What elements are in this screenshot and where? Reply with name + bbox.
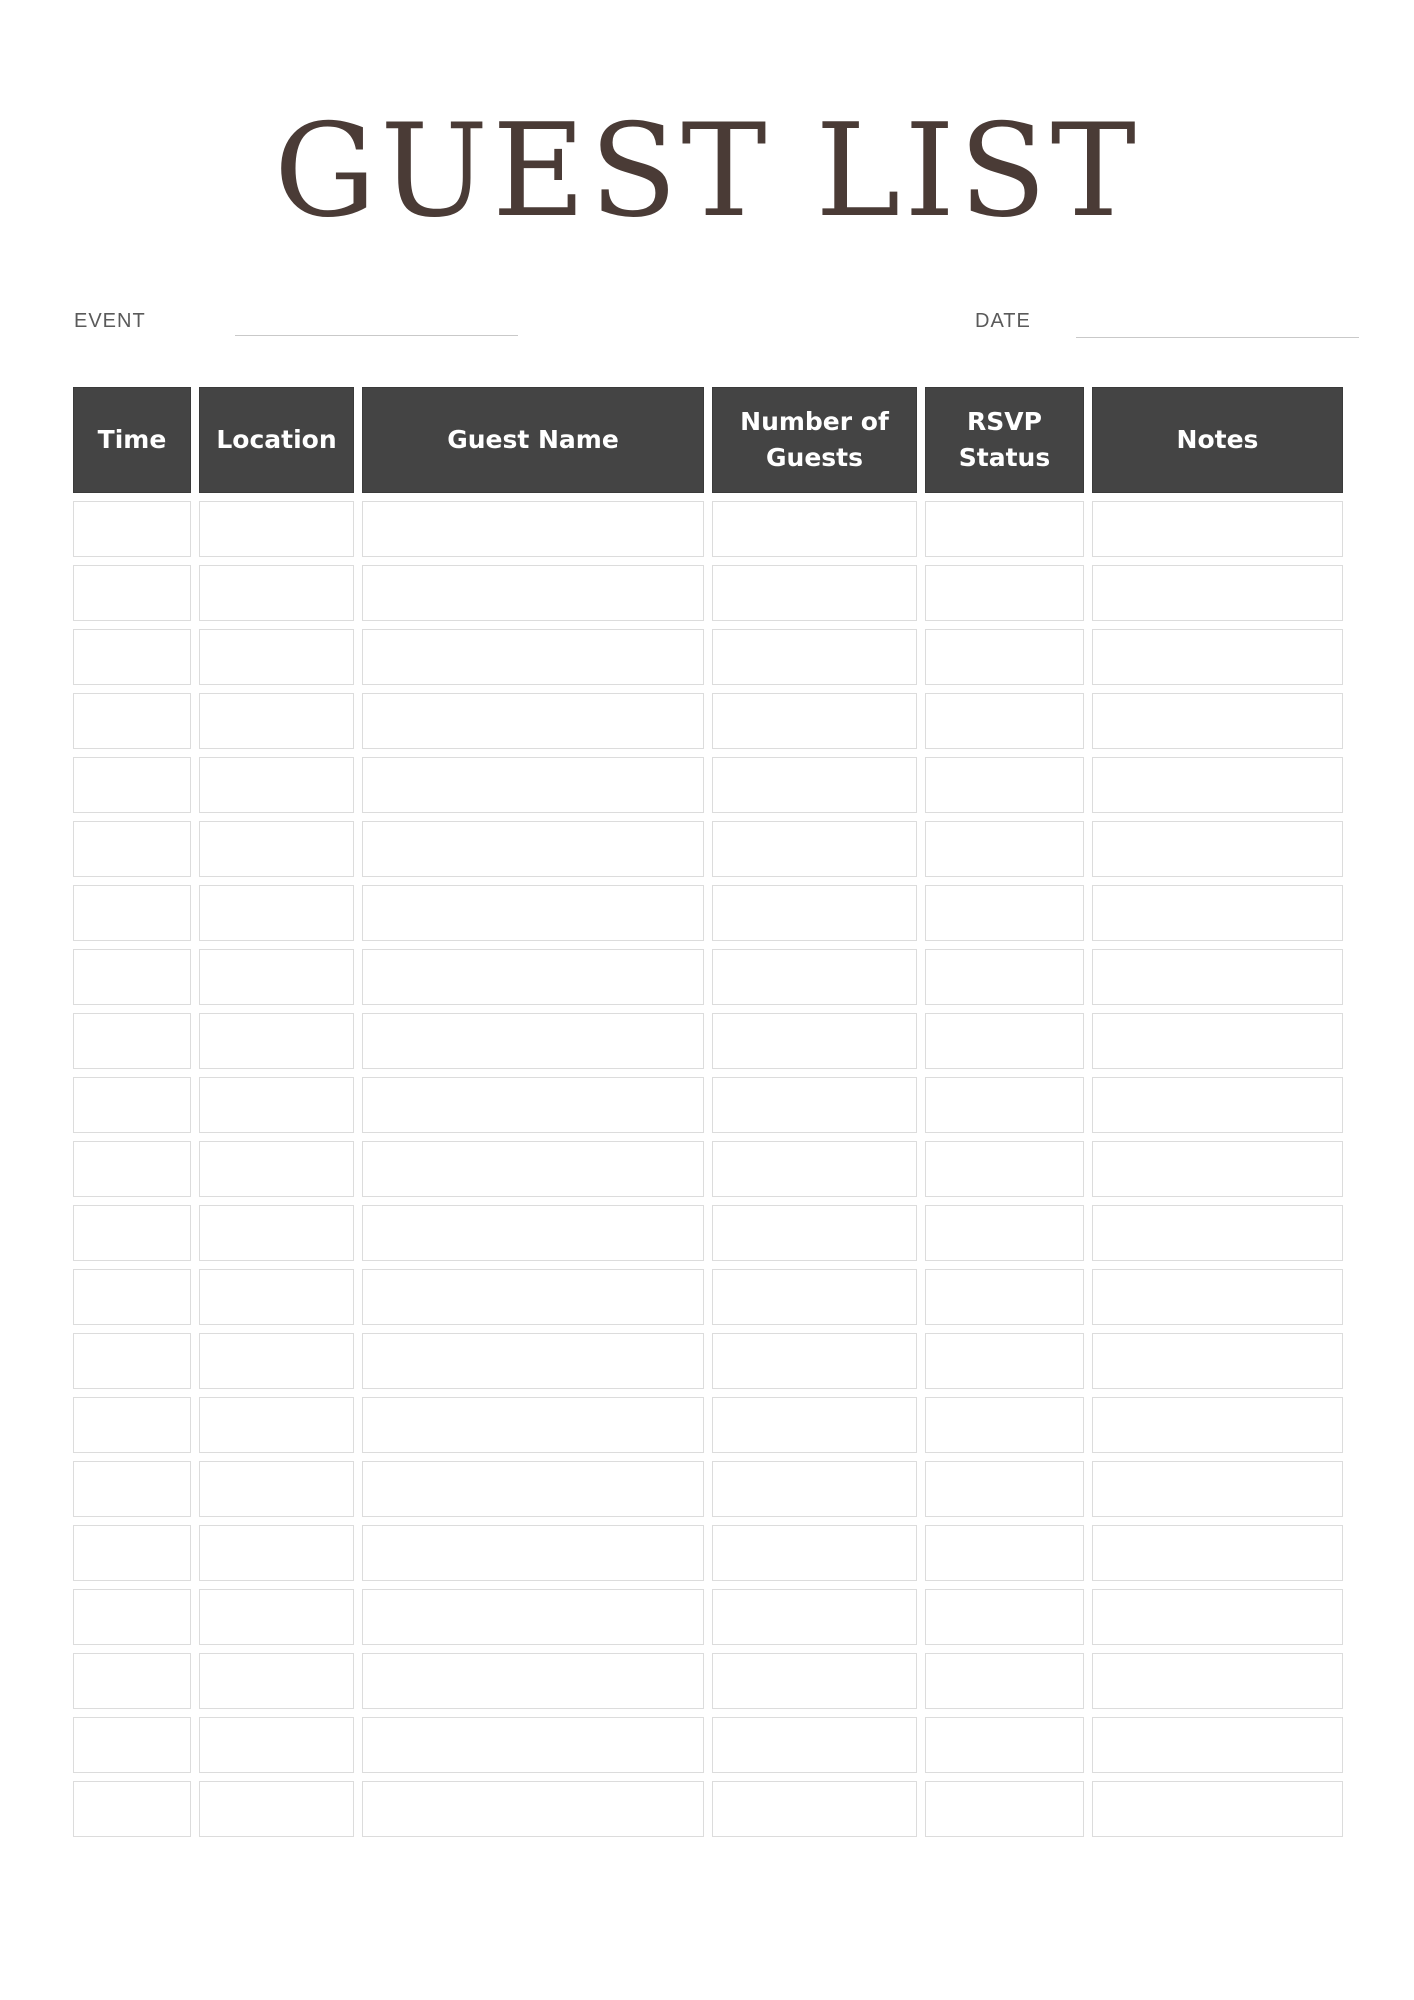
cell-location[interactable] <box>199 1781 354 1837</box>
cell-notes[interactable] <box>1092 821 1343 877</box>
cell-number-of-guests[interactable] <box>712 1333 917 1389</box>
table-row <box>73 1077 1343 1133</box>
cell-time[interactable] <box>73 1269 191 1325</box>
table-row <box>73 693 1343 749</box>
cell-rsvp-status[interactable] <box>925 1013 1084 1069</box>
cell-number-of-guests[interactable] <box>712 1397 917 1453</box>
cell-number-of-guests[interactable] <box>712 1781 917 1837</box>
cell-number-of-guests[interactable] <box>712 565 917 621</box>
table-row <box>73 1717 1343 1773</box>
cell-guest-name[interactable] <box>362 1461 704 1517</box>
table-row <box>73 885 1343 941</box>
cell-time[interactable] <box>73 1013 191 1069</box>
cell-location[interactable] <box>199 1333 354 1389</box>
cell-location[interactable] <box>199 1653 354 1709</box>
cell-number-of-guests[interactable] <box>712 757 917 813</box>
cell-number-of-guests[interactable] <box>712 821 917 877</box>
cell-rsvp-status[interactable] <box>925 1141 1084 1197</box>
column-header-rsvp-status: RSVP Status <box>925 387 1084 493</box>
cell-guest-name[interactable] <box>362 885 704 941</box>
cell-time[interactable] <box>73 1333 191 1389</box>
cell-location[interactable] <box>199 629 354 685</box>
cell-notes[interactable] <box>1092 1333 1343 1389</box>
cell-time[interactable] <box>73 1397 191 1453</box>
cell-guest-name[interactable] <box>362 821 704 877</box>
cell-time[interactable] <box>73 1141 191 1197</box>
cell-time[interactable] <box>73 821 191 877</box>
cell-location[interactable] <box>199 1717 354 1773</box>
table-row <box>73 1397 1343 1453</box>
cell-notes[interactable] <box>1092 693 1343 749</box>
cell-location[interactable] <box>199 1397 354 1453</box>
table-row <box>73 1781 1343 1837</box>
table-row <box>73 821 1343 877</box>
cell-rsvp-status[interactable] <box>925 693 1084 749</box>
column-header-location: Location <box>199 387 354 493</box>
table-row <box>73 1013 1343 1069</box>
cell-guest-name[interactable] <box>362 949 704 1005</box>
cell-notes[interactable] <box>1092 1205 1343 1261</box>
cell-number-of-guests[interactable] <box>712 885 917 941</box>
table-row <box>73 1205 1343 1261</box>
cell-time[interactable] <box>73 949 191 1005</box>
cell-guest-name[interactable] <box>362 1397 704 1453</box>
cell-number-of-guests[interactable] <box>712 1461 917 1517</box>
cell-guest-name[interactable] <box>362 1781 704 1837</box>
cell-rsvp-status[interactable] <box>925 757 1084 813</box>
cell-location[interactable] <box>199 1461 354 1517</box>
table-header-row <box>73 387 1343 493</box>
cell-guest-name[interactable] <box>362 1013 704 1069</box>
cell-notes[interactable] <box>1092 1589 1343 1645</box>
cell-location[interactable] <box>199 1013 354 1069</box>
cell-guest-name[interactable] <box>362 1653 704 1709</box>
cell-notes[interactable] <box>1092 885 1343 941</box>
cell-time[interactable] <box>73 1781 191 1837</box>
cell-location[interactable] <box>199 885 354 941</box>
table-row <box>73 501 1343 557</box>
cell-rsvp-status[interactable] <box>925 1525 1084 1581</box>
cell-location[interactable] <box>199 1141 354 1197</box>
cell-notes[interactable] <box>1092 1013 1343 1069</box>
cell-number-of-guests[interactable] <box>712 1269 917 1325</box>
cell-rsvp-status[interactable] <box>925 1589 1084 1645</box>
cell-number-of-guests[interactable] <box>712 1525 917 1581</box>
cell-time[interactable] <box>73 565 191 621</box>
column-header-time: Time <box>73 387 191 493</box>
cell-rsvp-status[interactable] <box>925 821 1084 877</box>
cell-guest-name[interactable] <box>362 1269 704 1325</box>
cell-location[interactable] <box>199 1205 354 1261</box>
table-row <box>73 1141 1343 1197</box>
cell-number-of-guests[interactable] <box>712 1077 917 1133</box>
guest-list-table <box>65 379 1351 1845</box>
cell-number-of-guests[interactable] <box>712 501 917 557</box>
cell-location[interactable] <box>199 821 354 877</box>
cell-notes[interactable] <box>1092 1653 1343 1709</box>
cell-number-of-guests[interactable] <box>712 1653 917 1709</box>
page-title: GUEST LIST <box>274 97 1140 246</box>
cell-rsvp-status[interactable] <box>925 501 1084 557</box>
cell-guest-name[interactable] <box>362 629 704 685</box>
cell-location[interactable] <box>199 565 354 621</box>
cell-number-of-guests[interactable] <box>712 1589 917 1645</box>
cell-rsvp-status[interactable] <box>925 1653 1084 1709</box>
cell-time[interactable] <box>73 757 191 813</box>
cell-number-of-guests[interactable] <box>712 1717 917 1773</box>
cell-rsvp-status[interactable] <box>925 1717 1084 1773</box>
cell-guest-name[interactable] <box>362 693 704 749</box>
cell-rsvp-status[interactable] <box>925 1397 1084 1453</box>
cell-number-of-guests[interactable] <box>712 1013 917 1069</box>
table-row <box>73 565 1343 621</box>
cell-time[interactable] <box>73 693 191 749</box>
cell-notes[interactable] <box>1092 1525 1343 1581</box>
cell-rsvp-status[interactable] <box>925 885 1084 941</box>
cell-number-of-guests[interactable] <box>712 1141 917 1197</box>
cell-notes[interactable] <box>1092 1717 1343 1773</box>
cell-location[interactable] <box>199 1525 354 1581</box>
cell-notes[interactable] <box>1092 1269 1343 1325</box>
cell-notes[interactable] <box>1092 1141 1343 1197</box>
cell-rsvp-status[interactable] <box>925 1333 1084 1389</box>
date-label: DATE <box>975 310 1031 332</box>
cell-rsvp-status[interactable] <box>925 1269 1084 1325</box>
table-row <box>73 1653 1343 1709</box>
table-row <box>73 1333 1343 1389</box>
cell-rsvp-status[interactable] <box>925 1205 1084 1261</box>
cell-time[interactable] <box>73 885 191 941</box>
cell-guest-name[interactable] <box>362 565 704 621</box>
cell-guest-name[interactable] <box>362 1717 704 1773</box>
cell-time[interactable] <box>73 1077 191 1133</box>
cell-guest-name[interactable] <box>362 501 704 557</box>
cell-time[interactable] <box>73 1653 191 1709</box>
cell-notes[interactable] <box>1092 1461 1343 1517</box>
cell-location[interactable] <box>199 501 354 557</box>
cell-location[interactable] <box>199 949 354 1005</box>
cell-time[interactable] <box>73 1589 191 1645</box>
cell-rsvp-status[interactable] <box>925 629 1084 685</box>
cell-location[interactable] <box>199 693 354 749</box>
cell-notes[interactable] <box>1092 629 1343 685</box>
cell-location[interactable] <box>199 757 354 813</box>
table-row <box>73 1269 1343 1325</box>
cell-notes[interactable] <box>1092 1781 1343 1837</box>
cell-location[interactable] <box>199 1269 354 1325</box>
cell-guest-name[interactable] <box>362 1589 704 1645</box>
column-header-notes: Notes <box>1092 387 1343 493</box>
column-header-number-of-guests: Number of Guests <box>712 387 917 493</box>
cell-number-of-guests[interactable] <box>712 693 917 749</box>
cell-guest-name[interactable] <box>362 757 704 813</box>
cell-rsvp-status[interactable] <box>925 565 1084 621</box>
cell-time[interactable] <box>73 501 191 557</box>
column-header-guest-name: Guest Name <box>362 387 704 493</box>
cell-number-of-guests[interactable] <box>712 949 917 1005</box>
table-body <box>73 501 1343 1837</box>
table-row <box>73 629 1343 685</box>
cell-notes[interactable] <box>1092 565 1343 621</box>
cell-guest-name[interactable] <box>362 1525 704 1581</box>
cell-notes[interactable] <box>1092 1077 1343 1133</box>
cell-time[interactable] <box>73 1205 191 1261</box>
cell-guest-name[interactable] <box>362 1077 704 1133</box>
cell-time[interactable] <box>73 1525 191 1581</box>
cell-location[interactable] <box>199 1077 354 1133</box>
cell-rsvp-status[interactable] <box>925 1781 1084 1837</box>
date-field-line[interactable] <box>1076 337 1359 338</box>
cell-time[interactable] <box>73 629 191 685</box>
table-row <box>73 757 1343 813</box>
cell-rsvp-status[interactable] <box>925 949 1084 1005</box>
table-row <box>73 949 1343 1005</box>
cell-rsvp-status[interactable] <box>925 1077 1084 1133</box>
cell-number-of-guests[interactable] <box>712 629 917 685</box>
cell-guest-name[interactable] <box>362 1333 704 1389</box>
cell-notes[interactable] <box>1092 1397 1343 1453</box>
cell-number-of-guests[interactable] <box>712 1205 917 1261</box>
cell-notes[interactable] <box>1092 501 1343 557</box>
cell-guest-name[interactable] <box>362 1205 704 1261</box>
cell-time[interactable] <box>73 1717 191 1773</box>
cell-rsvp-status[interactable] <box>925 1461 1084 1517</box>
event-label: EVENT <box>74 310 146 332</box>
cell-location[interactable] <box>199 1589 354 1645</box>
table-row <box>73 1525 1343 1581</box>
cell-guest-name[interactable] <box>362 1141 704 1197</box>
table-row <box>73 1461 1343 1517</box>
event-field-line[interactable] <box>235 335 518 336</box>
cell-notes[interactable] <box>1092 757 1343 813</box>
cell-notes[interactable] <box>1092 949 1343 1005</box>
cell-time[interactable] <box>73 1461 191 1517</box>
table-row <box>73 1589 1343 1645</box>
